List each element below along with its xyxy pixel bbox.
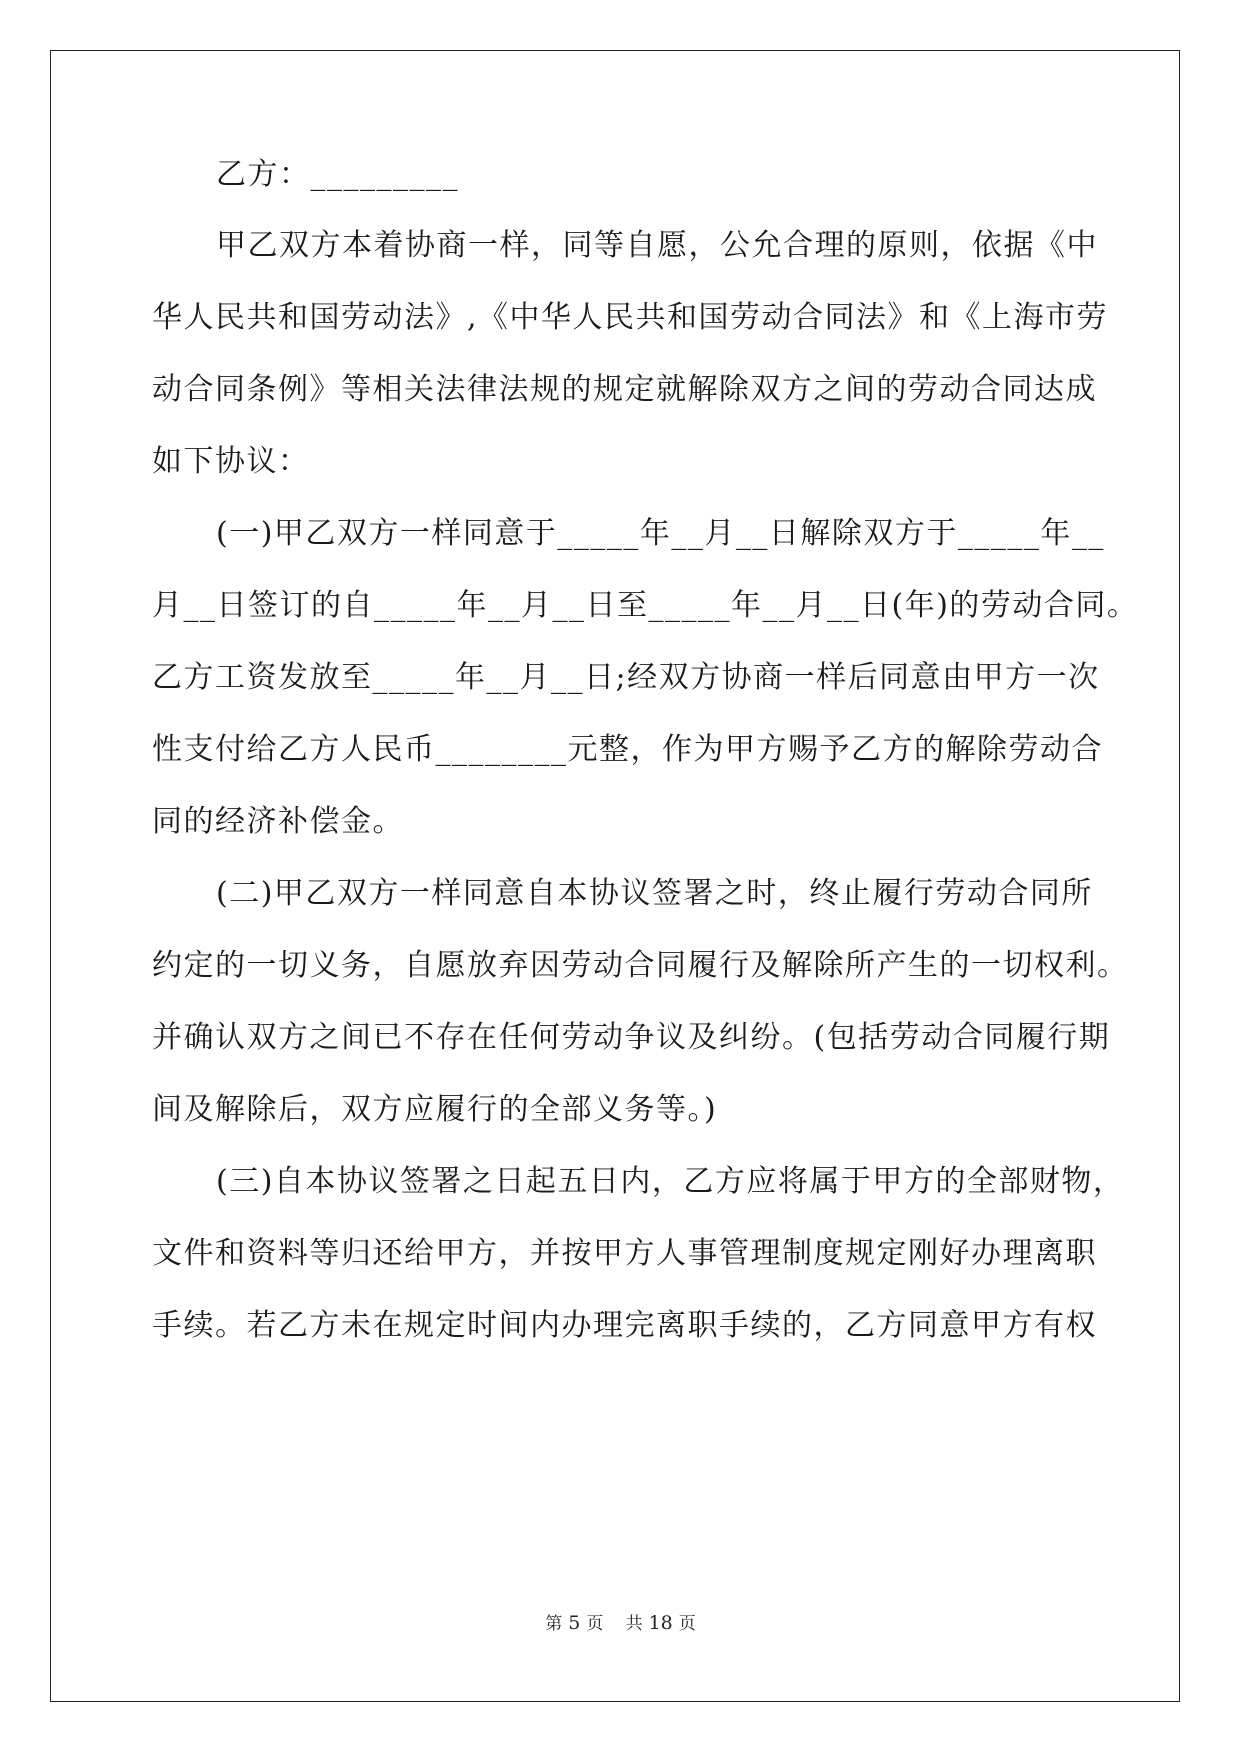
clause-1-line: 同的经济补偿金。 [152, 804, 404, 839]
party-b-line: 乙方：_________ [216, 157, 459, 192]
footer-prefix: 第 [545, 1614, 563, 1634]
clause-2-line: (二)甲乙双方一样同意自本协议签署之时，终止履行劳动合同所 [216, 876, 1093, 911]
clause-1-line: 性支付给乙方人民币________元整，作为甲方赐予乙方的解除劳动合 [152, 732, 1103, 767]
clause-2-line: 间及解除后，双方应履行的全部义务等。) [152, 1092, 718, 1127]
clause-2-line: 约定的一切义务，自愿放弃因劳动合同履行及解除所产生的一切权利。 [152, 948, 1129, 983]
footer-total-prefix: 共 [625, 1614, 643, 1634]
body-line: 动合同条例》等相关法律法规的规定就解除双方之间的劳动合同达成 [152, 372, 1097, 407]
clause-1-line: 乙方工资发放至_____年__月__日;经双方协商一样后同意由甲方一次 [152, 660, 1100, 695]
footer-page-unit: 页 [586, 1614, 604, 1634]
body-line: 华人民共和国劳动法》,《中华人民共和国劳动合同法》和《上海市劳 [152, 300, 1109, 335]
clause-1-line: (一)甲乙双方一样同意于_____年__月__日解除双方于_____年__ [216, 516, 1105, 551]
clause-1-line: 月__日签订的自_____年__月__日至_____年__月__日(年)的劳动合同。 [152, 588, 1139, 623]
total-pages-number: 18 [648, 1612, 673, 1634]
clause-2-line: 并确认双方之间已不存在任何劳动争议及纠纷。(包括劳动合同履行期 [152, 1020, 1111, 1055]
clause-3-line: 文件和资料等归还给甲方，并按甲方人事管理制度规定刚好办理离职 [152, 1236, 1097, 1271]
clause-3-line: (三)自本协议签署之日起五日内，乙方应将属于甲方的全部财物， [216, 1164, 1125, 1199]
clause-3-line: 手续。若乙方未在规定时间内办理完离职手续的，乙方同意甲方有权 [152, 1308, 1097, 1343]
body-line: 如下协议： [152, 444, 310, 479]
body-line: 甲乙双方本着协商一样，同等自愿，公允合理的原则，依据《中 [216, 228, 1098, 263]
current-page-number: 5 [568, 1612, 581, 1634]
page-footer [0, 1612, 1241, 1635]
footer-total-unit: 页 [678, 1614, 696, 1634]
